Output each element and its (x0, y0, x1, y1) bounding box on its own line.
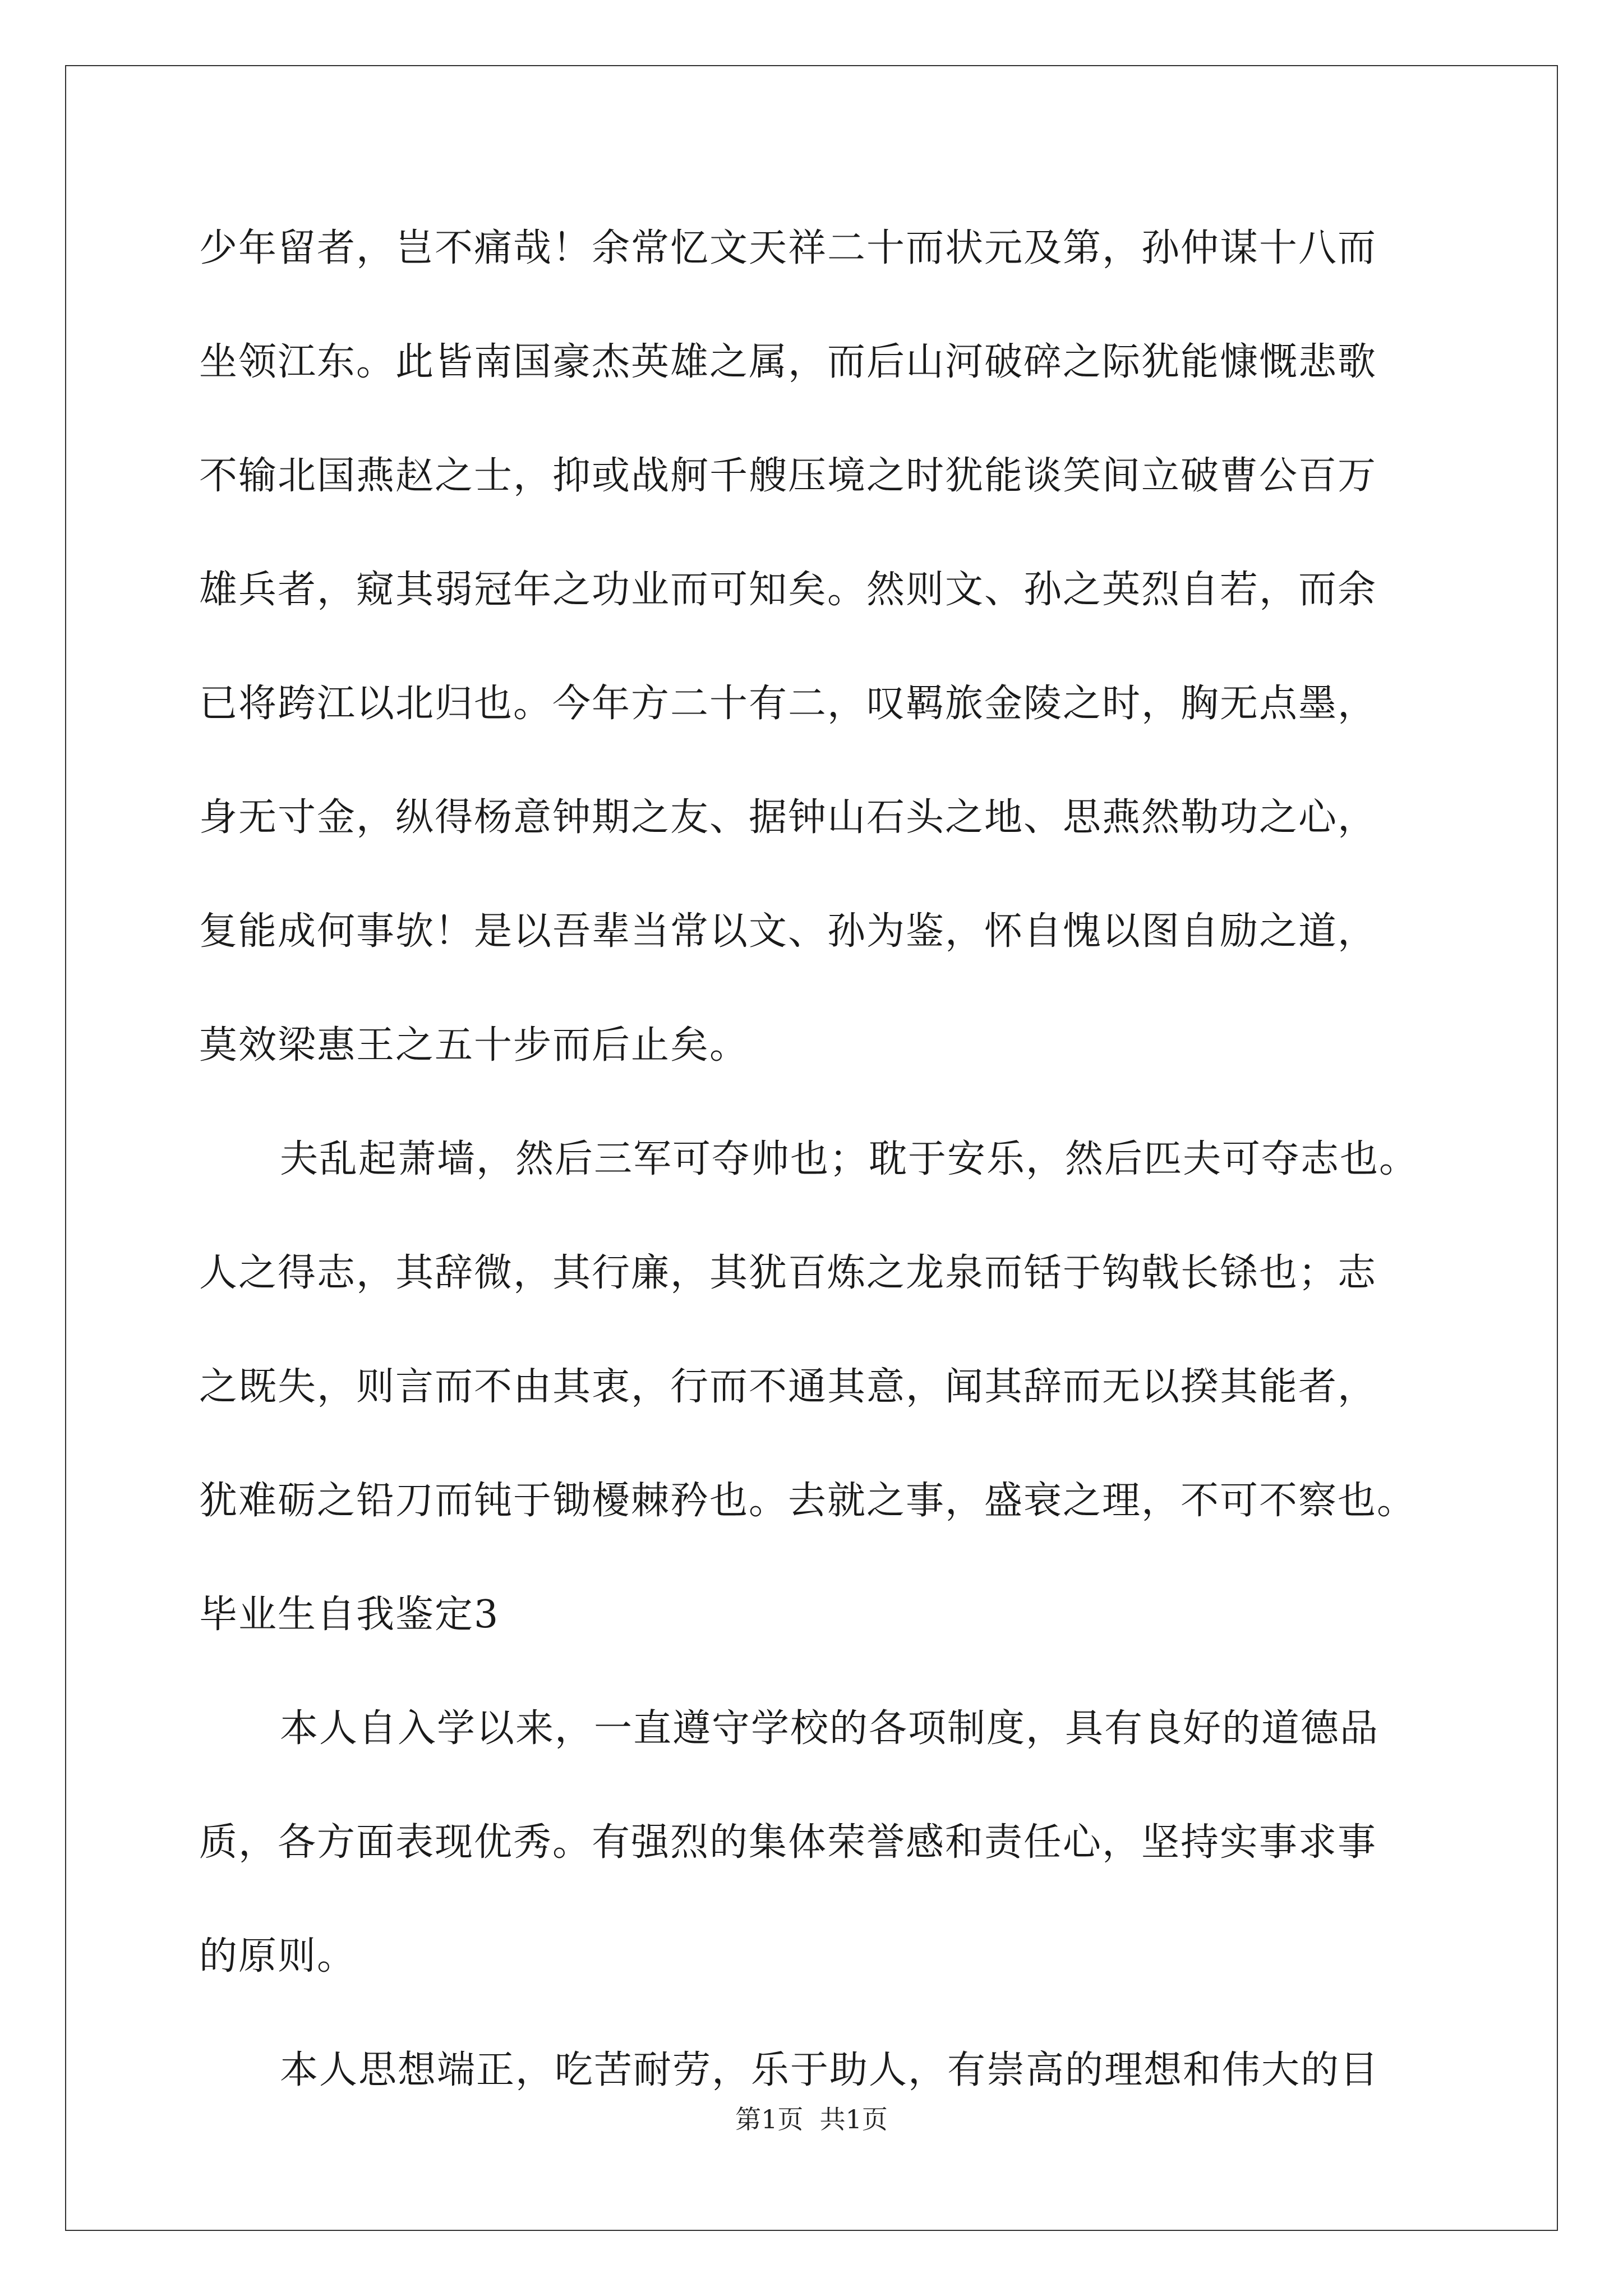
text-line: 坐领江东。此皆南国豪杰英雄之属，而后山河破碎之际犹能慷慨悲歌 (199, 340, 1377, 384)
text-line: 人之得志，其辞微，其行廉，其犹百炼之龙泉而铦于钩戟长铩也；志 (199, 1251, 1377, 1295)
paragraph-start-line: 本人自入学以来，一直遵守学校的各项制度，具有良好的道德品 (280, 1706, 1380, 1751)
text-line: 复能成何事欤！是以吾辈当常以文、孙为鉴，怀自愧以图自励之道， (199, 909, 1377, 954)
text-line: 的原则。 (199, 1934, 357, 1978)
text-line: 之既失，则言而不由其衷，行而不通其意，闻其辞而无以揆其能者， (199, 1365, 1377, 1409)
paragraph-start-line: 本人思想端正，吃苦耐劳，乐于助人，有崇高的理想和伟大的目 (280, 2048, 1380, 2092)
text-line: 身无寸金，纵得杨意钟期之友、据钟山石头之地、思燕然勒功之心， (199, 795, 1377, 840)
text-line: 已将跨江以北归也。今年方二十有二，叹羁旅金陵之时，胸无点墨， (199, 682, 1377, 726)
text-line: 不输北国燕赵之士，抑或战舸千艘压境之时犹能谈笑间立破曹公百万 (199, 454, 1377, 498)
text-line: 雄兵者，窥其弱冠年之功业而可知矣。然则文、孙之英烈自若，而余 (199, 568, 1377, 612)
section-heading: 毕业生自我鉴定3 (199, 1593, 500, 1637)
page-number-footer: 第1页 共1页 (735, 2104, 888, 2134)
text-line: 质，各方面表现优秀。有强烈的集体荣誉感和责任心，坚持实事求事 (199, 1820, 1377, 1865)
text-line: 犹难砺之铅刀而钝于锄櫌棘矜也。去就之事，盛衰之理，不可不察也。 (199, 1479, 1417, 1523)
text-line: 莫效梁惠王之五十步而后止矣。 (199, 1023, 749, 1068)
paragraph-start-line: 夫乱起萧墙，然后三军可夺帅也；耽于安乐，然后匹夫可夺志也。 (280, 1137, 1419, 1181)
text-line: 少年留者，岂不痛哉！余常忆文天祥二十而状元及第，孙仲谋十八而 (199, 226, 1377, 270)
document-body (199, 220, 1433, 2156)
